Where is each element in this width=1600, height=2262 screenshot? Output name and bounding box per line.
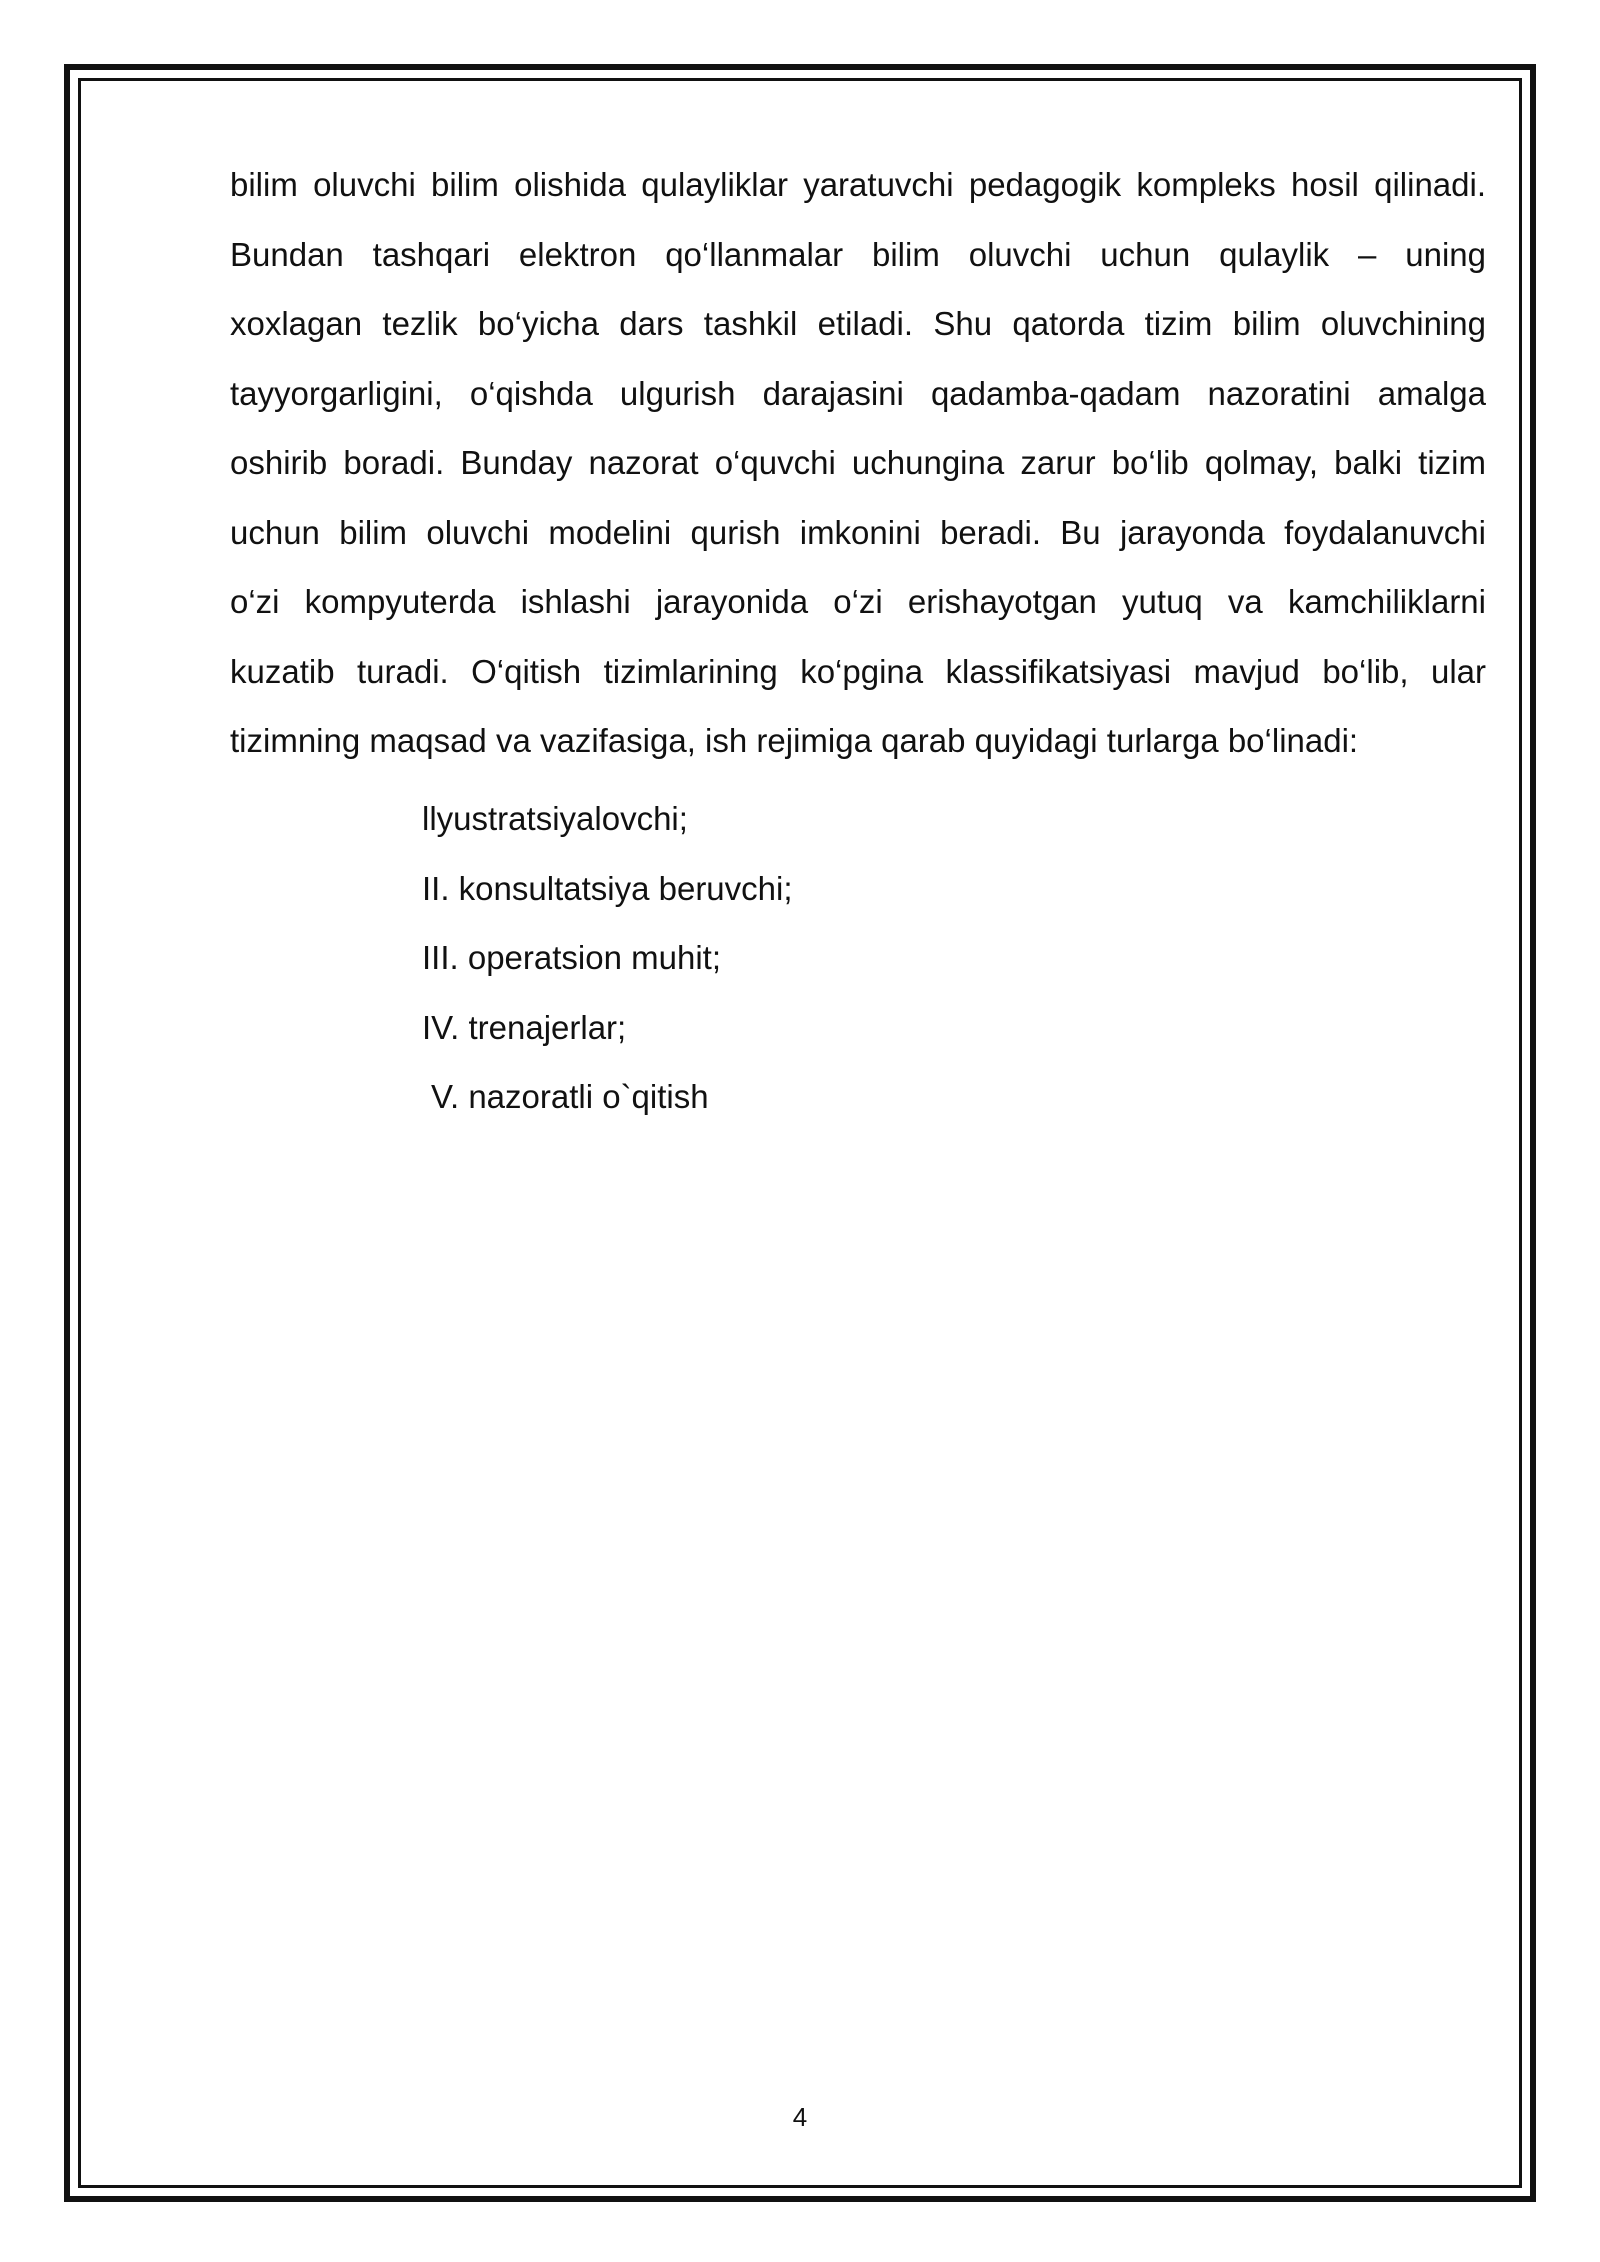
page-number: 4 [792, 2102, 808, 2132]
paragraph-line: oshirib boradi. Bunday nazorat o‘quvchi uchungina zarur bo‘lib qolmay, balki tizim [230, 444, 1486, 481]
list-item: II. konsultatsiya beruvchi; [422, 869, 793, 907]
body-paragraph [230, 150, 1486, 776]
paragraph-line: tizimning maqsad va vazifasiga, ish rejimiga qarab quyidagi turlarga bo‘linadi: [230, 722, 1359, 759]
paragraph-line: tayyorgarligini, o‘qishda ulgurish darajasini qadamba-qadam nazoratini amalga [230, 374, 1486, 412]
system-types-list [422, 784, 793, 1132]
paragraph-line: xoxlagan tezlik bo‘yicha dars tashkil etiladi. Shu qatorda tizim bilim oluvchining [230, 305, 1486, 342]
paragraph-line: o‘zi kompyuterda ishlashi jarayonida o‘zi erishayotgan yutuq va kamchiliklarni [230, 583, 1486, 620]
paragraph-line: Bundan tashqari elektron qo‘llanmalar bilim oluvchi uchun qulaylik – uning [230, 235, 1486, 273]
paragraph-line: uchun bilim oluvchi modelini qurish imkonini beradi. Bu jarayonda foydalanuvchi [230, 513, 1486, 551]
list-item: III. operatsion muhit; [422, 939, 721, 976]
list-item: IV. trenajerlar; [422, 1008, 627, 1046]
list-item: llyustratsiyalovchi; [422, 800, 688, 837]
list-item: V. nazoratli o`qitish [431, 1078, 709, 1115]
paragraph-line: bilim oluvchi bilim olishida qulayliklar yaratuvchi pedagogik kompleks hosil qilinadi. [230, 166, 1486, 203]
paragraph-line: kuzatib turadi. O‘qitish tizimlarining ko‘pgina klassifikatsiyasi mavjud bo‘lib, ular [230, 652, 1486, 690]
